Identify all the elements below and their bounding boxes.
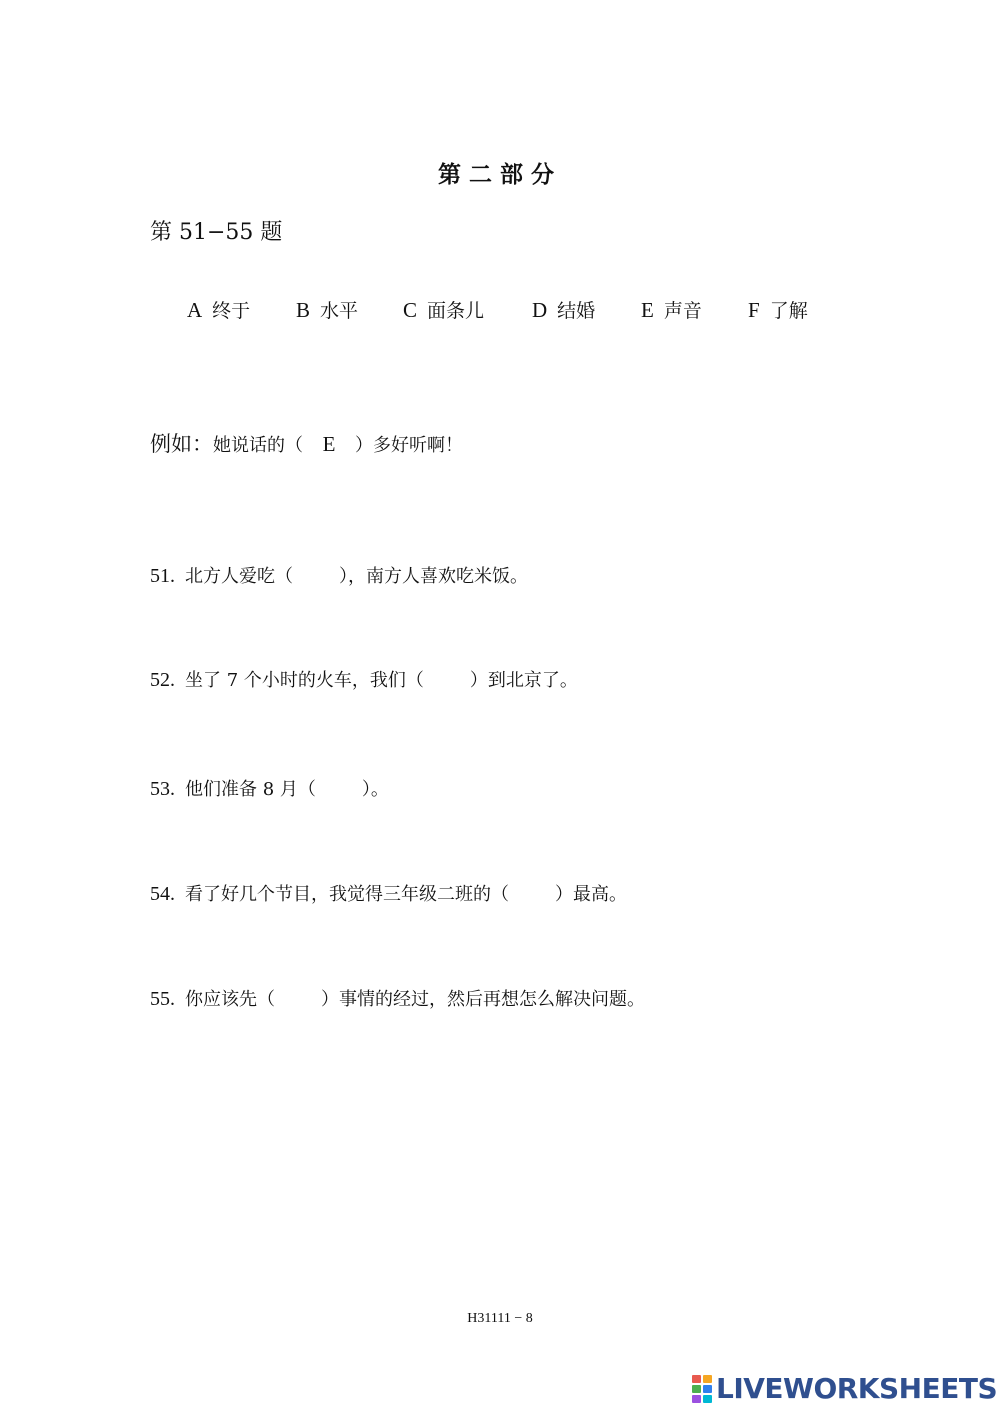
question-text-before: 你应该先（ [185, 989, 275, 1010]
section-title: 第二部分 [438, 161, 562, 188]
question-55 [150, 985, 645, 1011]
question-number: 53. [150, 778, 175, 800]
question-text-after: ）到北京了。 [469, 670, 578, 691]
question-52 [150, 666, 578, 692]
question-text-before: 北方人爱吃（ [185, 566, 293, 587]
question-number: 51. [150, 565, 175, 587]
question-text-after: ），南方人喜欢吃米饭。 [339, 566, 528, 587]
question-53 [150, 775, 389, 801]
logo-square [703, 1395, 712, 1403]
option-f [748, 296, 808, 323]
logo-text: LIVEWORKSHEETS [716, 1372, 998, 1405]
question-text-after: ）事情的经过，然后再想怎么解决问题。 [321, 989, 645, 1010]
option-word: 结婚 [557, 300, 596, 322]
question-number: 55. [150, 988, 175, 1010]
option-letter: F [748, 298, 760, 322]
question-51 [150, 562, 528, 588]
example-before: 她说话的（ [213, 435, 303, 456]
question-text-before: 他们准备 8 月（ [185, 779, 316, 800]
logo-grid-icon [692, 1375, 712, 1403]
option-letter: E [641, 298, 654, 322]
question-text-after: ）。 [361, 779, 389, 800]
question-number: 54. [150, 883, 175, 905]
logo-square [692, 1395, 701, 1403]
option-letter: C [403, 298, 418, 322]
option-word: 了解 [769, 300, 808, 322]
logo-square [692, 1385, 701, 1393]
option-letter: A [187, 298, 203, 322]
option-c [403, 296, 484, 323]
option-letter: B [296, 298, 311, 322]
option-letter: D [532, 298, 548, 322]
option-e [641, 296, 702, 323]
question-text-before: 坐了 7 个小时的火车，我们（ [185, 670, 424, 691]
logo-square [703, 1375, 712, 1383]
option-b [296, 296, 358, 323]
question-number: 52. [150, 669, 175, 691]
example-lead: 例如： [150, 432, 213, 456]
example-sentence [150, 428, 463, 458]
option-word: 水平 [320, 300, 359, 322]
logo-square [703, 1385, 712, 1393]
option-word: 终于 [212, 300, 251, 322]
example-after: ）多好听啊！ [355, 435, 463, 456]
question-54 [150, 880, 627, 906]
option-word: 面条儿 [427, 300, 485, 322]
option-d [532, 296, 595, 323]
example-answer: E [322, 432, 336, 456]
question-range: 第 51−55 题 [150, 220, 283, 245]
page-footer: H31111 − 8 [467, 1311, 533, 1326]
option-a [187, 296, 250, 323]
logo-square [692, 1375, 701, 1383]
question-text-before: 看了好几个节目，我觉得三年级二班的（ [185, 884, 509, 905]
option-word: 声音 [663, 300, 702, 322]
liveworksheets-logo[interactable] [692, 1372, 997, 1405]
question-text-after: ）最高。 [555, 884, 627, 905]
